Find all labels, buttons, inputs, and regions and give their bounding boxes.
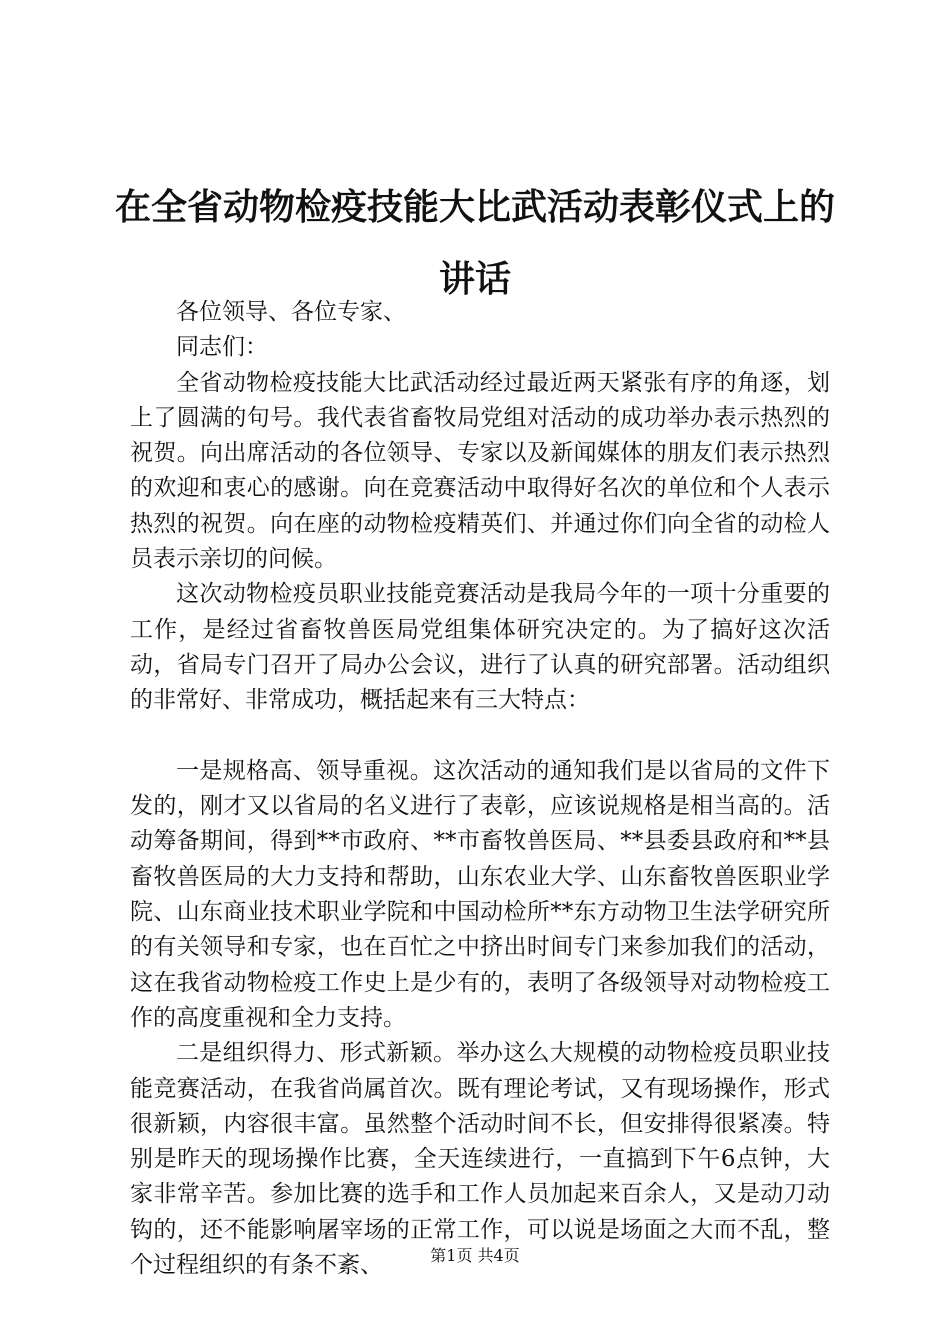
salutation-line-2: 同志们： xyxy=(176,334,268,361)
title-line-1: 在全省动物检疫技能大比武活动表彰仪式上的 xyxy=(114,187,835,228)
page-footer: 第1页 共4页 xyxy=(430,1246,520,1265)
body-paragraph: 一是规格高、领导重视。这次活动的通知我们是以省局的文件下发的，刚才又以省局的名义进行了表彰，应该说规格是相当高的。活动筹备期间，得到**市政府、**市畜牧兽医局、**县委县政府和**县畜牧兽医局的大力支持和帮助，山东农业大学、山东畜牧兽医职业学院、山东商业技术职业学院和中国动检所**东方动物卫生法学研究所的有关领导和专家，也在百忙之中挤出时间专门来参加我们的活动，这在我省动物检疫工作史上是少有的，表明了各级领导对动物检疫工作的高度重视和全力支持。 xyxy=(130,757,830,1031)
body-paragraph: 二是组织得力、形式新颖。举办这么大规模的动物检疫员职业技能竞赛活动，在我省尚属首次。既有理论考试，又有现场操作，形式很新颖，内容很丰富。虽然整个活动时间不长，但安排得很紧凑。特别是昨天的现场操作比赛，全天连续进行，一直搞到下午6点钟，大家非常辛苦。参加比赛的选手和工作人员加起来百余人，又是动刀动钩的，还不能影响屠宰场的正常工作，可以说是场面之大而不乱，整个过程组织的有条不紊、 xyxy=(130,1040,830,1279)
body-paragraph: 这次动物检疫员职业技能竞赛活动是我局今年的一项十分重要的工作，是经过省畜牧兽医局党组集体研究决定的。为了搞好这次活动，省局专门召开了局办公会议，进行了认真的研究部署。活动组织的非常好、非常成功，概括起来有三大特点： xyxy=(130,581,830,714)
title-line-2: 讲话 xyxy=(438,259,511,300)
salutation-line-1: 各位领导、各位专家、 xyxy=(176,299,406,325)
blank-line xyxy=(130,719,830,754)
body-paragraph: 全省动物检疫技能大比武活动经过最近两天紧张有序的角逐，划上了圆满的句号。我代表省畜牧局党组对活动的成功举办表示热烈的祝贺。向出席活动的各位领导、专家以及新闻媒体的朋友们表示热烈的欢迎和衷心的感谢。向在竞赛活动中取得好名次的单位和个人表示热烈的祝贺。向在座的动物检疫精英们、并通过你们向全省的动检人员表示亲切的问候。 xyxy=(130,369,830,573)
document-body xyxy=(130,295,830,1283)
